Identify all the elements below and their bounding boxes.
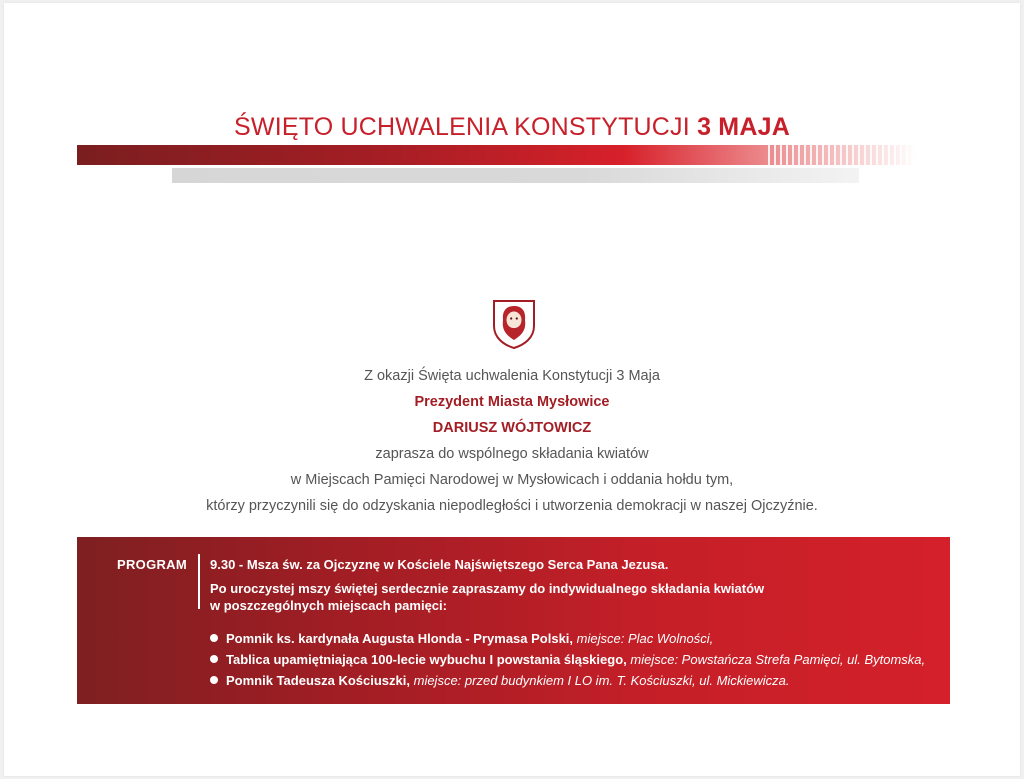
- intro-line-invite: zaprasza do wspólnego składania kwiatów: [375, 446, 649, 462]
- place-name: Tablica upamiętniająca 100-lecie wybuchu I powstania śląskiego,: [226, 652, 627, 667]
- list-item: [210, 649, 940, 670]
- page-title: [4, 113, 1020, 142]
- bullet-icon: [210, 634, 218, 642]
- program-divider: [198, 554, 200, 609]
- invitation-page: [4, 3, 1020, 776]
- place-location: miejsce: Plac Wolności,: [576, 631, 714, 646]
- program-label: PROGRAM: [117, 557, 187, 572]
- intro-line-name: DARIUSZ WÓJTOWICZ: [432, 420, 592, 436]
- decorative-grey-bar: [172, 168, 859, 183]
- intro-line-places: w Miejscach Pamięci Narodowej w Mysłowicach i oddania hołdu tym,: [290, 472, 734, 488]
- intro-line-title: Prezydent Miasta Mysłowice: [414, 394, 610, 410]
- program-body: [210, 556, 940, 691]
- intro-line-occasion: Z okazji Święta uchwalenia Konstytucji 3 Maja: [364, 368, 660, 384]
- intro-line-tribute: którzy przyczynili się do odzyskania niepodległości i utworzenia demokracji w naszej Ojczyźnie.: [206, 498, 818, 514]
- place-name: Pomnik Tadeusza Kościuszki,: [226, 673, 410, 688]
- crest-icon: [491, 298, 537, 350]
- program-panel: [77, 537, 950, 704]
- place-name: Pomnik ks. kardynała Augusta Hlonda - Prymasa Polski,: [226, 631, 574, 646]
- program-mass: 9.30 - Msza św. za Ojczyznę w Kościele Najświętszego Serca Pana Jezusa.: [210, 557, 669, 572]
- program-invite: [210, 580, 940, 614]
- title-regular: ŚWIĘTO UCHWALENIA KONSTYTUCJI: [234, 113, 690, 141]
- bullet-icon: [210, 676, 218, 684]
- decorative-red-bar-stripes: [764, 145, 919, 165]
- list-item: [210, 628, 940, 649]
- intro-text: [4, 363, 1020, 519]
- program-invite-line: Po uroczystej mszy świętej serdecznie zapraszamy do indywidualnego składania kwiatów: [210, 581, 765, 596]
- place-location: miejsce: przed budynkiem I LO im. T. Kościuszki, ul. Mickiewicza.: [413, 673, 790, 688]
- title-bold: 3 MAJA: [697, 113, 790, 141]
- list-item: [210, 670, 940, 691]
- program-invite-line: w poszczególnych miejscach pamięci:: [210, 598, 447, 613]
- place-location: miejsce: Powstańcza Strefa Pamięci, ul. Bytomska,: [630, 652, 926, 667]
- bullet-icon: [210, 655, 218, 663]
